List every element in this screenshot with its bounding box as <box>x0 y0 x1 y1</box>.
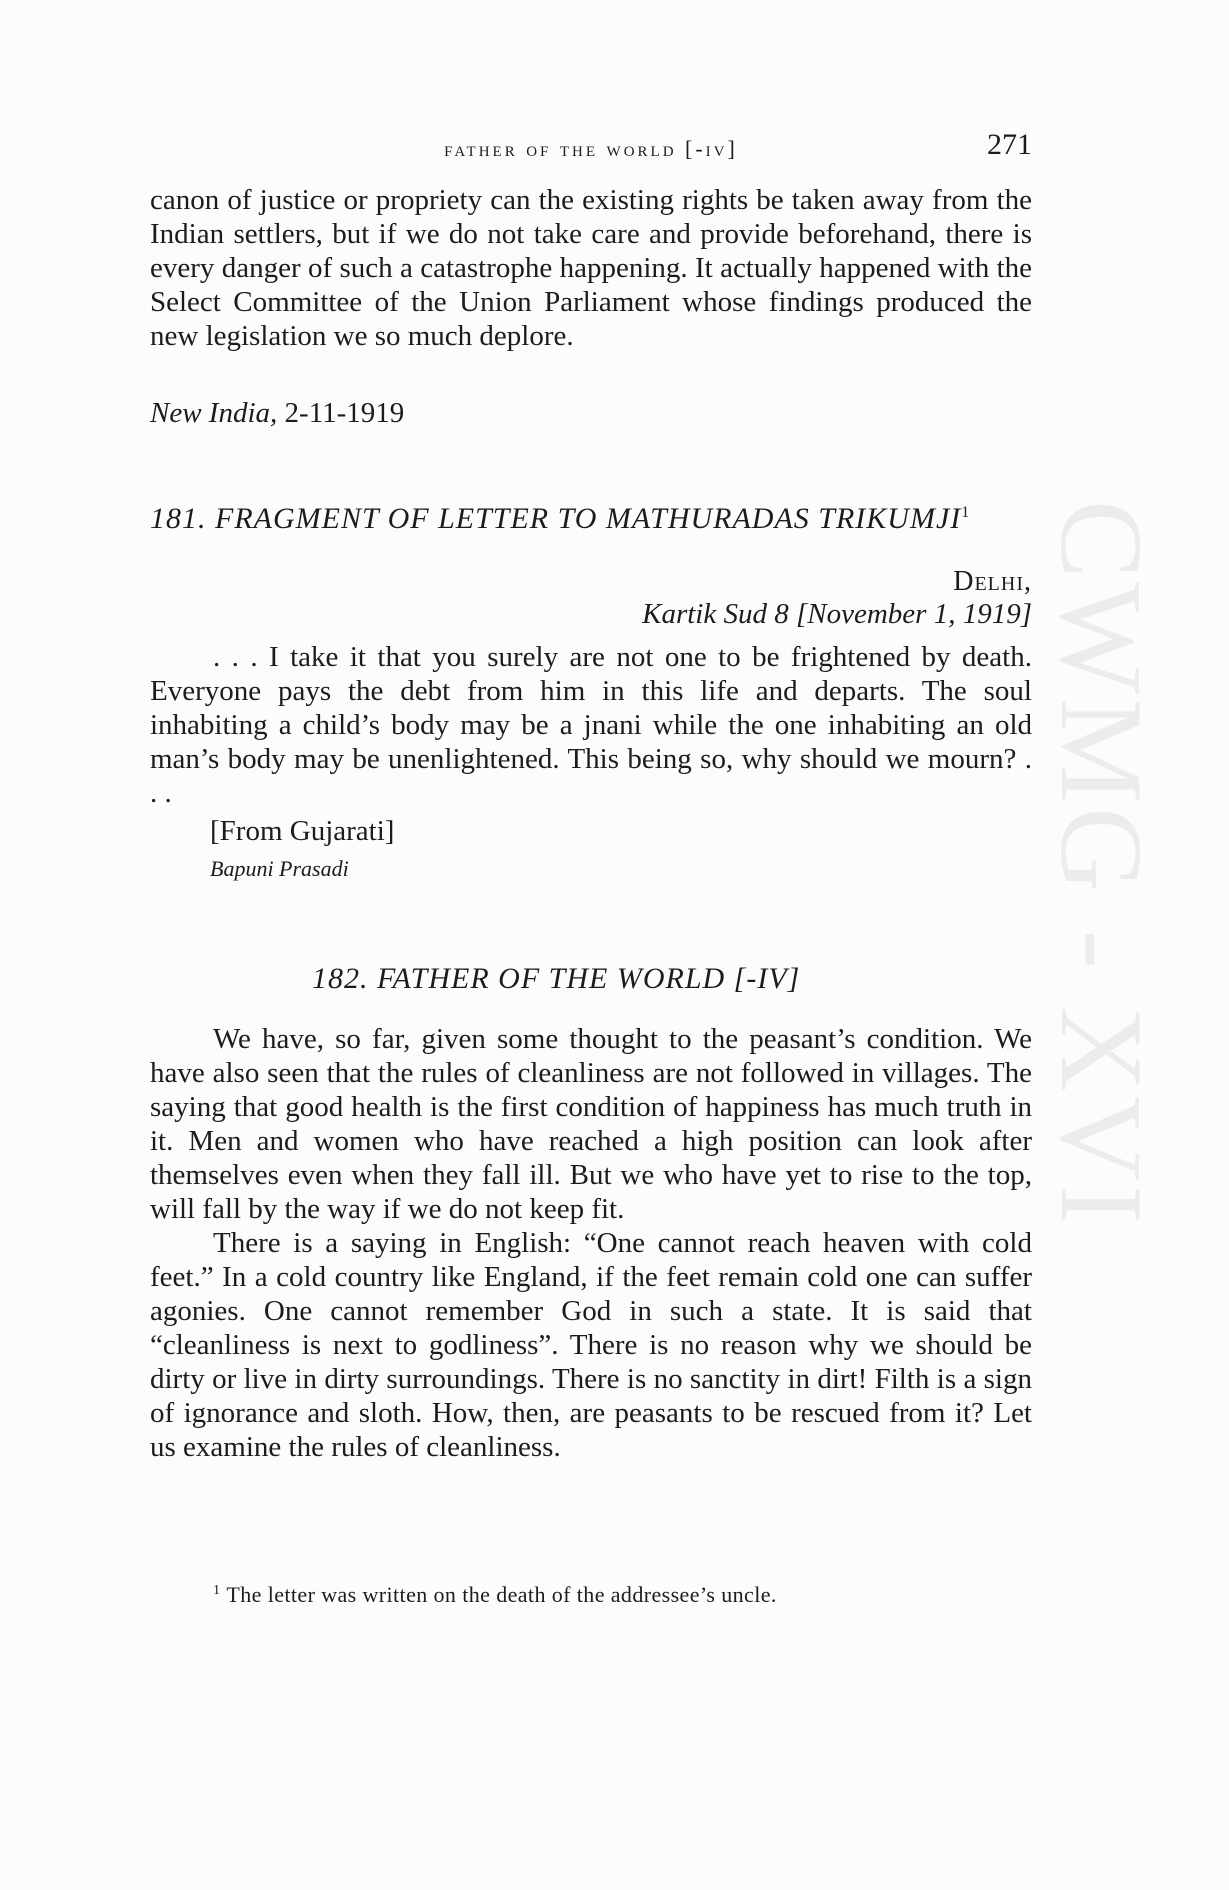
continued-paragraph-text: canon of justice or propriety can the existing rights be taken away from the Indian settlers, but if we do not take care and provide beforehand, there is every danger of such a catastrophe happening. It actually happened with the Select Committee of the Union Parliament whose findings produced the new legislation we so much deplore. <box>150 184 1032 352</box>
letter-place: Delhi, <box>953 566 1032 597</box>
source-date: 2-11-1919 <box>284 397 405 429</box>
footnote-marker: 1 <box>961 504 971 521</box>
footnote-text: The letter was written on the death of the addressee’s uncle. <box>226 1582 777 1607</box>
section-181-source: Bapuni Prasadi <box>210 856 349 881</box>
continued-paragraph <box>150 183 1032 353</box>
section-181-heading <box>150 502 970 536</box>
section-182-heading: 182. FATHER OF THE WORLD [-IV] <box>312 962 801 995</box>
section-181-body <box>150 640 1032 810</box>
section-181-paragraph: . . . I take it that you surely are not one to be frightened by death. Everyone pays the debt from him in this life and departs. The soul inhabiting a child’s body may be a jnani while the one inhabiting an old man’s body may be unenlightened. This being so, why should we mourn? . . . <box>150 641 1032 809</box>
section-181-heading-text: 181. FRAGMENT OF LETTER TO MATHURADAS TRIKUMJI <box>150 502 962 535</box>
footnote-number: 1 <box>213 1582 221 1598</box>
watermark: CWMG - XVI <box>1036 500 1167 1229</box>
page-number: 271 <box>987 128 1032 161</box>
section-182-paragraph-2: There is a saying in English: “One cannot reach heaven with cold feet.” In a cold country like England, if the feet remain cold one can suffer agonies. One cannot remember God in such a state. It is said that “cleanliness is next to godliness”. There is no reason why we should be dirty or live in dirty surroundings. There is no sanctity in dirt! Filth is a sign of ignorance and sloth. How, then, are peasants to be rescued from it? Let us examine the rules of cleanliness. <box>150 1227 1032 1463</box>
running-head <box>150 128 1032 168</box>
source-citation <box>150 397 404 430</box>
translation-note: [From Gujarati] <box>210 815 395 847</box>
running-title: father of the world [-iv] <box>444 136 738 161</box>
footnote <box>213 1582 777 1608</box>
section-182-body <box>150 1022 1032 1464</box>
letter-date: Kartik Sud 8 [November 1, 1919] <box>642 598 1032 630</box>
section-182-paragraph-1: We have, so far, given some thought to the peasant’s condition. We have also seen that the rules of cleanliness are not followed in villages. The saying that good health is the first condition of happiness has much truth in it. Men and women who have reached a high position can look after themselves even when they fall ill. But we who have yet to rise to the top, will fall by the way if we do not keep fit. <box>150 1023 1032 1225</box>
source-title: New India, <box>150 397 278 429</box>
